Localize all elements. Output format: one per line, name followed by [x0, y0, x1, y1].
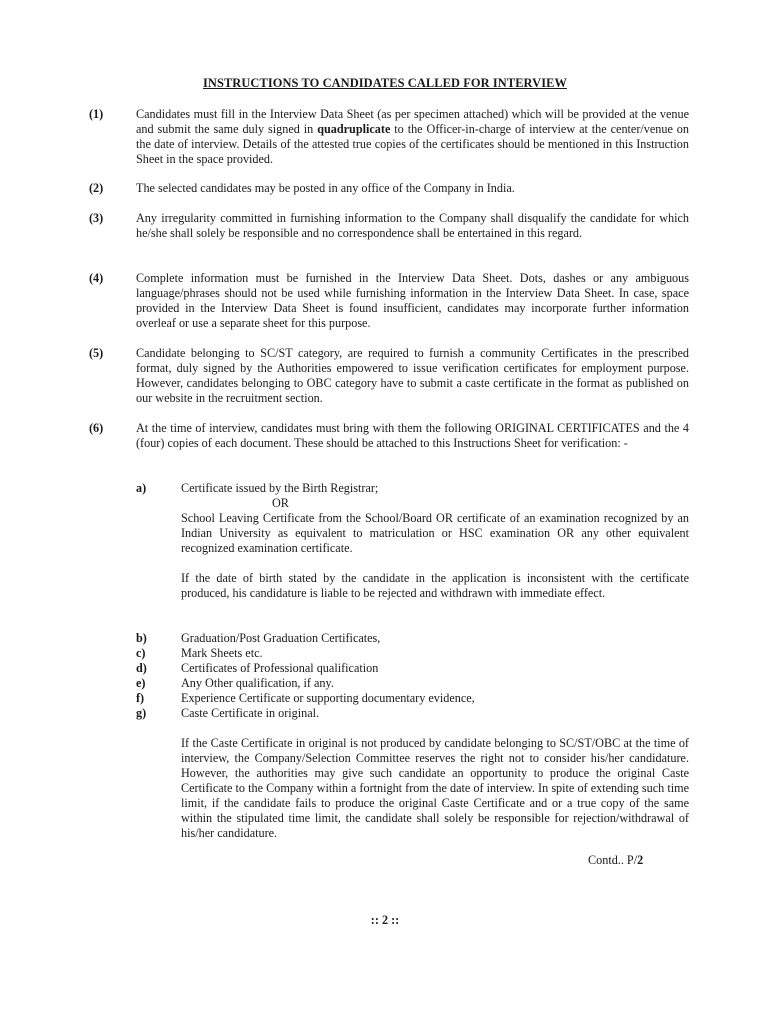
- page-number: :: 2 ::: [370, 913, 400, 927]
- instruction-5: Candidate belonging to SC/ST category, are required to furnish a community Certificates in the prescribed format, duly signed by the Authorities empowered to issue verification certificates for employment purpose. However, candidates belonging to OBC category have to submit a caste certificate in the format as published on our website in the recruitment section.: [136, 346, 689, 405]
- page-title: INSTRUCTIONS TO CANDIDATES CALLED FOR INTERVIEW: [202, 76, 567, 90]
- sub-letter-g: g): [136, 706, 147, 720]
- caste-certificate-note: If the Caste Certificate in original is not produced by candidate belonging to SC/ST/OBC at the time of interview, the Company/Selection Committee reserves the right not to consider his/her candidature. However, the authorities may give such candidate an opportunity to produce the original Caste Certificate to the Company within a fortnight from the date of interview. In spite of extending such time limit, if the candidate fails to produce the original Caste Certificate and or a true copy of the same within the stipulated time limit, the candidate shall solely be responsible for rejection/withdrawal of his/her candidature.: [181, 736, 689, 840]
- item-number-4: (4): [89, 271, 104, 285]
- sub-item-g: Caste Certificate in original.: [181, 706, 320, 720]
- sub-letter-a: a): [136, 481, 147, 495]
- item-number-6: (6): [89, 421, 104, 435]
- continued-prefix: Contd.. P/: [588, 853, 638, 867]
- sub-letter-b: b): [136, 631, 147, 645]
- instruction-2: The selected candidates may be posted in any office of the Company in India.: [136, 181, 515, 195]
- sub-letter-e: e): [136, 676, 146, 690]
- instruction-1-bold-word: quadruplicate: [317, 122, 391, 136]
- sub-letter-c: c): [136, 646, 146, 660]
- sub-item-f: Experience Certificate or supporting documentary evidence,: [181, 691, 475, 705]
- item-number-2: (2): [89, 181, 104, 195]
- sub-item-e: Any Other qualification, if any.: [181, 676, 334, 690]
- sub-item-c: Mark Sheets etc.: [181, 646, 263, 660]
- sub-a-note: If the date of birth stated by the candidate in the application is inconsistent with the certificate produced, his candidature is liable to be rejected and withdrawn with immediate effect.: [181, 571, 689, 600]
- item-number-5: (5): [89, 346, 104, 360]
- sub-letter-f: f): [136, 691, 145, 705]
- sub-a-line1: Certificate issued by the Birth Registrar;: [181, 481, 379, 495]
- item-number-1: (1): [89, 107, 104, 121]
- instruction-1-text-after: to the Officer-in-charge of interview at the center/venue on the date of interview. Details of the attested true copies of the certificates should be mentioned in this Instruction Sheet in the space provided.: [136, 122, 689, 166]
- instruction-1: [136, 107, 689, 167]
- sub-item-d: Certificates of Professional qualification: [181, 661, 379, 675]
- instruction-4: Complete information must be furnished in the Interview Data Sheet. Dots, dashes or any ambiguous language/phrases should not be used while furnishing information in the Interview Data Sheet. In case, space provided in the Interview Data Sheet is found insufficient, candidates may incorporate further information overleaf or use a separate sheet for this purpose.: [136, 271, 689, 330]
- instruction-6: At the time of interview, candidates must bring with them the following ORIGINAL CERTIFICATES and the 4 (four) copies of each document. These should be attached to this Instructions Sheet for verification: -: [136, 421, 689, 450]
- sub-a-line2: School Leaving Certificate from the School/Board OR certificate of an examination recognized by an Indian University as equivalent to matriculation or HSC examination OR any other equivalent recognized examination certificate.: [181, 511, 689, 555]
- sub-item-b: Graduation/Post Graduation Certificates,: [181, 631, 381, 645]
- continued-page: 2: [637, 853, 644, 867]
- instruction-1-text-before: Candidates must fill in the Interview Data Sheet (as per specimen attached) which will be provided at the venue and submit the same duly signed in: [136, 107, 689, 136]
- item-number-3: (3): [89, 211, 104, 225]
- instruction-3: Any irregularity committed in furnishing information to the Company shall disqualify the candidate for which he/she shall solely be responsible and no correspondence shall be entertained in this regard.: [136, 211, 689, 240]
- continued-note: [588, 853, 643, 868]
- sub-letter-d: d): [136, 661, 147, 675]
- sub-a-or: OR: [272, 496, 289, 510]
